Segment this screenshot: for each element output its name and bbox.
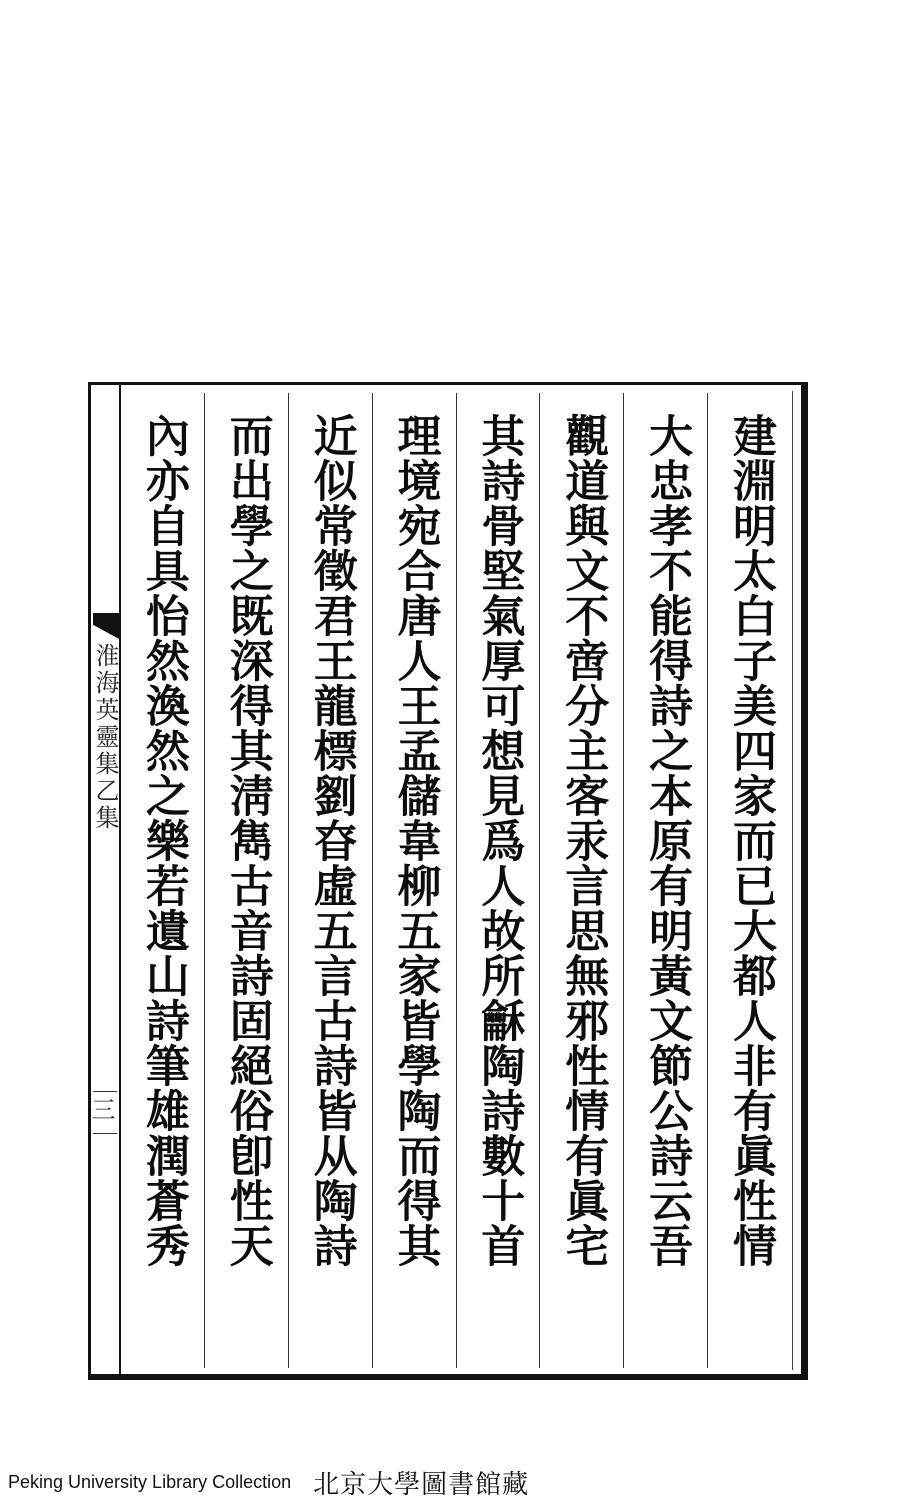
- collection-label-en: Peking University Library Collection: [8, 1471, 292, 1492]
- text-column-1: 建淵明太白子美四家而已大都人非有眞性情: [707, 393, 791, 1368]
- fishtail-marker: [93, 613, 119, 639]
- page-frame: [88, 382, 808, 1380]
- text-column-5: 理境宛合唐人王孟儲韋柳五家皆學陶而得其: [372, 393, 456, 1368]
- collection-footer: [8, 1462, 529, 1502]
- gutter-page-number: 三: [87, 1097, 115, 1121]
- gutter-divider: [93, 1133, 117, 1134]
- text-column-4: 其詩骨堅氣厚可想見爲人故所龢陶詩數十首: [456, 393, 540, 1368]
- text-column-7: 而出學之既深得其淸雋古音詩固絕俗卽性天: [204, 393, 288, 1368]
- collection-label-zh: 北京大學圖書館藏: [313, 1469, 530, 1500]
- inner-border-rule: [792, 391, 793, 1370]
- text-column-6: 近似常徵君王龍標劉昚虛五言古詩皆从陶詩: [288, 393, 372, 1368]
- gutter-divider: [93, 1091, 117, 1092]
- text-columns: [121, 393, 791, 1368]
- text-column-2: 大忠孝不能得詩之本原有明黃文節公詩云吾: [623, 393, 707, 1368]
- text-column-8: 內亦自具怡然渙然之樂若遺山詩筆雄潤蒼秀: [137, 413, 189, 1268]
- text-column-3: 觀道與文不啻分主客汞言思無邪性情有眞宅: [539, 393, 623, 1368]
- gutter-book-title: 淮海英靈集乙集: [91, 643, 119, 832]
